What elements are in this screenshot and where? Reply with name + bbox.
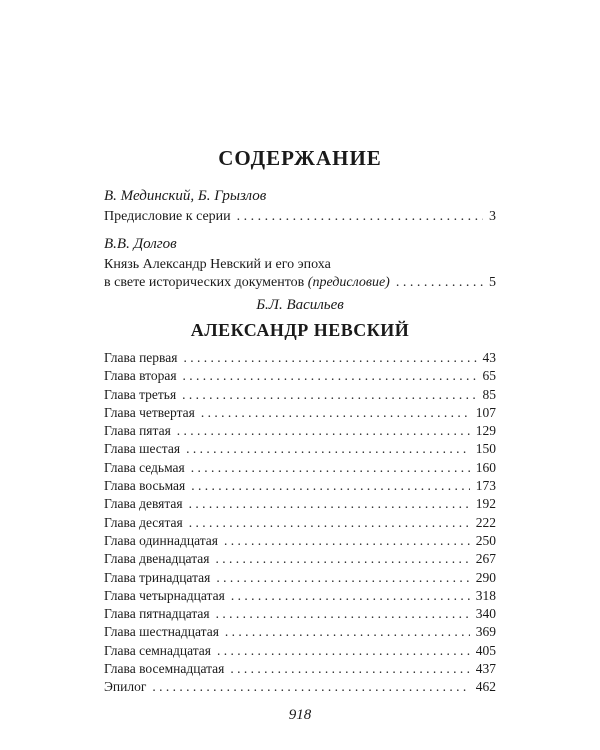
page-number: 918 (288, 707, 312, 723)
chapter-title: Глава седьмая (104, 459, 185, 475)
leader-dots (189, 515, 470, 531)
chapter-title: Эпилог (104, 679, 147, 695)
toc-entry-preface-series[interactable] (104, 209, 496, 225)
chapter-page: 150 (475, 441, 496, 457)
chapter-page: 222 (475, 514, 496, 530)
chapter-title: Глава одиннадцатая (104, 532, 218, 548)
chapter-page: 405 (475, 642, 496, 658)
toc-entry-title-line1[interactable]: Князь Александр Невский и его эпоха (104, 257, 331, 272)
leader-dots (230, 661, 469, 677)
chapter-page: 160 (475, 459, 496, 475)
chapter-row[interactable] (104, 606, 496, 624)
chapter-row[interactable] (104, 588, 496, 606)
leader-dots (216, 606, 470, 622)
toc-entry-preface-dolgov[interactable] (104, 275, 496, 291)
chapter-page: 192 (475, 496, 496, 512)
leader-dots (177, 423, 470, 439)
chapter-page: 43 (482, 350, 496, 365)
leader-dots (237, 209, 483, 225)
chapter-page: 462 (475, 679, 496, 695)
chapter-row[interactable] (104, 551, 496, 569)
chapter-title: Глава тринадцатая (104, 569, 211, 585)
chapter-row[interactable] (104, 661, 496, 679)
chapter-row[interactable] (104, 679, 496, 697)
chapter-title: Глава восьмая (104, 478, 186, 494)
leader-dots (152, 679, 469, 695)
chapter-page: 340 (475, 606, 496, 622)
chapter-row[interactable] (104, 460, 496, 478)
chapter-list (104, 350, 496, 698)
chapter-row[interactable] (104, 643, 496, 661)
chapter-row[interactable] (104, 533, 496, 551)
leader-dots (183, 368, 477, 384)
chapter-row[interactable] (104, 515, 496, 533)
toc-entry-note: (предисловие) (307, 275, 390, 290)
leader-dots (225, 624, 470, 640)
chapter-row[interactable] (104, 405, 496, 423)
toc-entry-title-line2 (104, 275, 390, 291)
chapter-title: Глава шестая (104, 441, 181, 457)
leader-dots (191, 460, 470, 476)
leader-dots (186, 441, 470, 457)
work-author: Б.Л. Васильев (256, 297, 344, 313)
chapter-row[interactable] (104, 496, 496, 514)
chapter-page: 318 (475, 587, 496, 603)
leader-dots (191, 478, 469, 494)
preface-dolgov-author: В.В. Долгов (104, 236, 177, 252)
chapter-title: Глава вторая (104, 368, 177, 384)
toc-entry-page: 3 (489, 209, 496, 224)
chapter-title: Глава восемнадцатая (104, 661, 225, 677)
leader-dots (216, 570, 469, 586)
chapter-row[interactable] (104, 478, 496, 496)
chapter-row[interactable] (104, 387, 496, 405)
chapter-page: 129 (475, 423, 496, 439)
chapter-title: Глава десятая (104, 514, 183, 530)
chapter-title: Глава третья (104, 386, 177, 402)
chapter-title: Глава девятая (104, 496, 183, 512)
chapter-title: Глава четвертая (104, 404, 195, 420)
chapter-title: Глава пятая (104, 423, 171, 439)
leader-dots (224, 533, 470, 549)
chapter-page: 107 (475, 404, 496, 420)
chapter-row[interactable] (104, 441, 496, 459)
chapter-title: Глава четырнадцатая (104, 587, 225, 603)
chapter-page: 437 (475, 661, 496, 677)
leader-dots (189, 496, 470, 512)
chapter-page: 65 (482, 368, 496, 384)
chapter-row[interactable] (104, 350, 496, 368)
chapter-title: Глава шестнадцатая (104, 624, 219, 640)
chapter-title: Глава пятнадцатая (104, 606, 210, 622)
chapter-page: 85 (482, 386, 496, 402)
leader-dots (215, 551, 469, 567)
leader-dots (396, 275, 483, 291)
chapter-page: 173 (475, 478, 496, 494)
work-title: АЛЕКСАНДР НЕВСКИЙ (190, 320, 410, 340)
chapter-page: 250 (475, 532, 496, 548)
leader-dots (231, 588, 470, 604)
toc-entry-title-text: в свете исторических документов (104, 275, 305, 290)
toc-entry-page: 5 (489, 275, 496, 290)
chapter-row[interactable] (104, 570, 496, 588)
toc-entry-title: Предисловие к серии (104, 209, 231, 224)
leader-dots (183, 350, 476, 366)
chapter-title: Глава двенадцатая (104, 551, 210, 567)
chapter-title: Глава семнадцатая (104, 642, 211, 658)
preface-series-author: В. Мединский, Б. Грызлов (104, 188, 267, 204)
chapter-page: 369 (475, 624, 496, 640)
page-heading: СОДЕРЖАНИЕ (218, 146, 382, 170)
chapter-page: 267 (475, 551, 496, 567)
leader-dots (217, 643, 470, 659)
chapter-row[interactable] (104, 423, 496, 441)
chapter-title: Глава первая (104, 350, 178, 365)
chapter-page: 290 (475, 569, 496, 585)
chapter-row[interactable] (104, 624, 496, 642)
leader-dots (201, 405, 470, 421)
chapter-row[interactable] (104, 368, 496, 386)
leader-dots (182, 387, 476, 403)
